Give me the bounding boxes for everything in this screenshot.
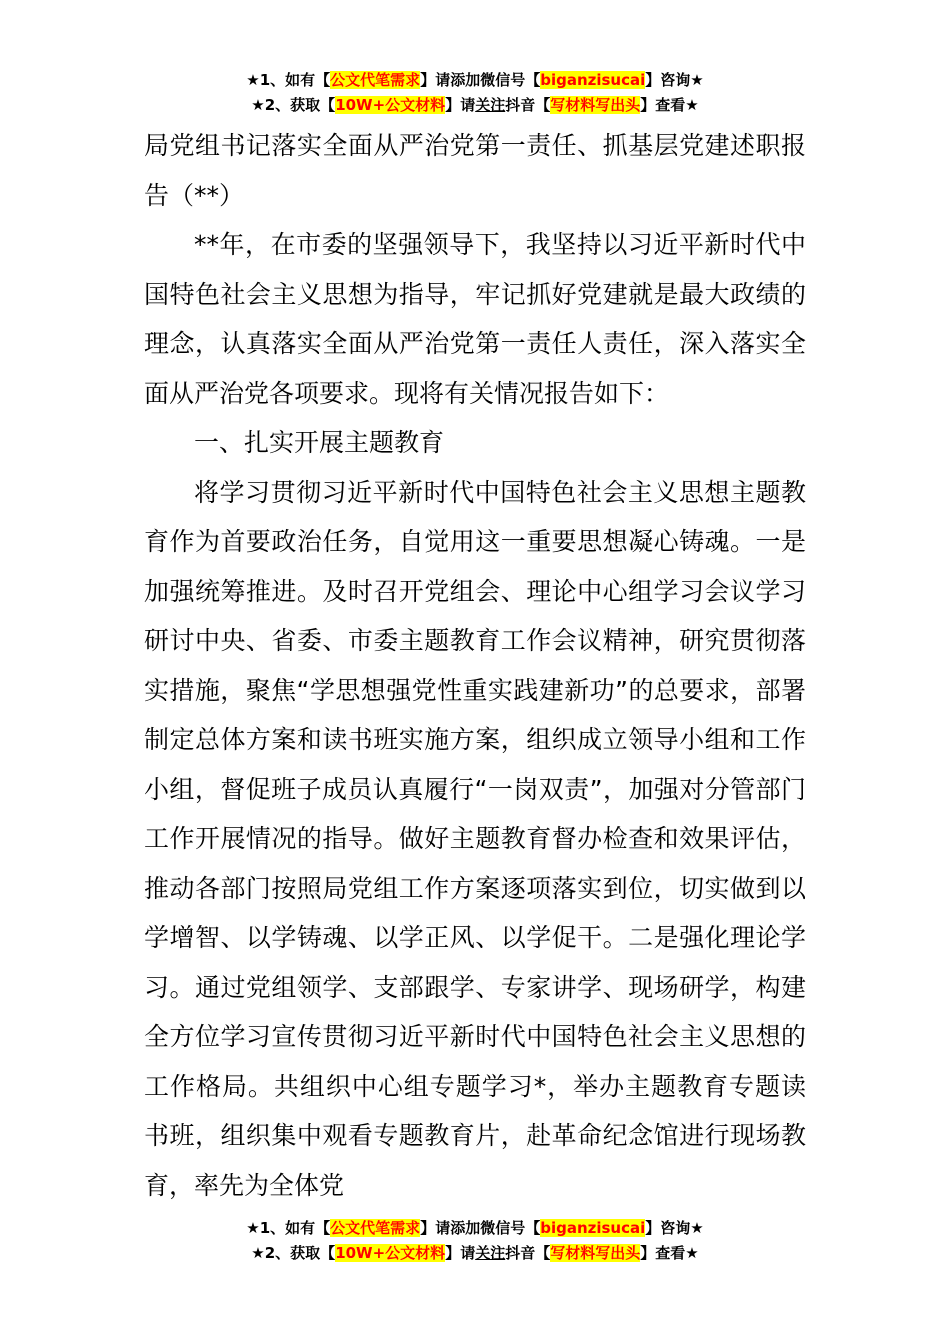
promo-text: 】请添加微信号【 bbox=[420, 71, 541, 89]
document-title: 局党组书记落实全面从严治党第一责任、抓基层党建述职报告（**） bbox=[144, 131, 806, 210]
promo-highlight: 10W+公文材料 bbox=[335, 96, 446, 114]
promo-line-1 bbox=[0, 68, 950, 93]
promo-banner-top bbox=[0, 68, 950, 118]
promo-text: 】请 bbox=[445, 96, 476, 114]
promo-text: 】查看★ bbox=[640, 1244, 699, 1262]
douyin-id-highlight: 写材料写出头 bbox=[550, 1244, 641, 1262]
promo-line-2 bbox=[0, 93, 950, 118]
promo-line-1 bbox=[0, 1216, 950, 1241]
promo-banner-bottom bbox=[0, 1216, 950, 1266]
promo-text: ★2、获取【 bbox=[251, 1244, 336, 1262]
wechat-id-highlight: biganzisucai bbox=[540, 71, 646, 89]
promo-highlight: 10W+公文材料 bbox=[335, 1244, 446, 1262]
promo-underlined-text: 关注 bbox=[475, 96, 506, 114]
promo-text: 】咨询★ bbox=[645, 1219, 704, 1237]
promo-text: 抖音【 bbox=[505, 1244, 551, 1262]
promo-line-2 bbox=[0, 1241, 950, 1266]
promo-text: 】咨询★ bbox=[645, 71, 704, 89]
wechat-id-highlight: biganzisucai bbox=[540, 1219, 646, 1237]
promo-text: ★2、获取【 bbox=[251, 96, 336, 114]
intro-paragraph: **年，在市委的坚强领导下，我坚持以习近平新时代中国特色社会主义思想为指导，牢记抓好党建就是最大政绩的理念，认真落实全面从严治党第一责任人责任，深入落实全面从严治党各项要求。现将有关情况报告如下： bbox=[144, 230, 806, 408]
promo-text: 】请添加微信号【 bbox=[420, 1219, 541, 1237]
promo-highlight: 公文代笔需求 bbox=[330, 1219, 421, 1237]
promo-text: ★1、如有【 bbox=[246, 1219, 331, 1237]
promo-underlined-text: 关注 bbox=[475, 1244, 506, 1262]
promo-highlight: 公文代笔需求 bbox=[330, 71, 421, 89]
promo-text: ★1、如有【 bbox=[246, 71, 331, 89]
douyin-id-highlight: 写材料写出头 bbox=[550, 96, 641, 114]
promo-text: 】查看★ bbox=[640, 96, 699, 114]
body-paragraph: 将学习贯彻习近平新时代中国特色社会主义思想主题教育作为首要政治任务，自觉用这一重要思想凝心铸魂。一是加强统筹推进。及时召开党组会、理论中心组学习会议学习研讨中央、省委、市委主题教育工作会议精神，研究贯彻落实措施，聚焦“学思想强党性重实践建新功”的总要求，部署制定总体方案和读书班实施方案，组织成立领导小组和工作小组，督促班子成员认真履行“一岗双责”，加强对分管部门工作开展情况的指导。做好主题教育督办检查和效果评估，推动各部门按照局党组工作方案逐项落实到位，切实做到以学增智、以学铸魂、以学正风、以学促干。二是强化理论学习。通过党组领学、支部跟学、专家讲学、现场研学，构建全方位学习宣传贯彻习近平新时代中国特色社会主义思想的工作格局。共组织中心组专题学习*，举办主题教育专题读书班，组织集中观看专题教育片，赴革命纪念馆进行现场教育，率先为全体党 bbox=[144, 477, 806, 1200]
promo-text: 抖音【 bbox=[505, 96, 551, 114]
document-body bbox=[144, 121, 806, 1210]
section-heading: 一、扎实开展主题教育 bbox=[194, 428, 445, 457]
promo-text: 】请 bbox=[445, 1244, 476, 1262]
